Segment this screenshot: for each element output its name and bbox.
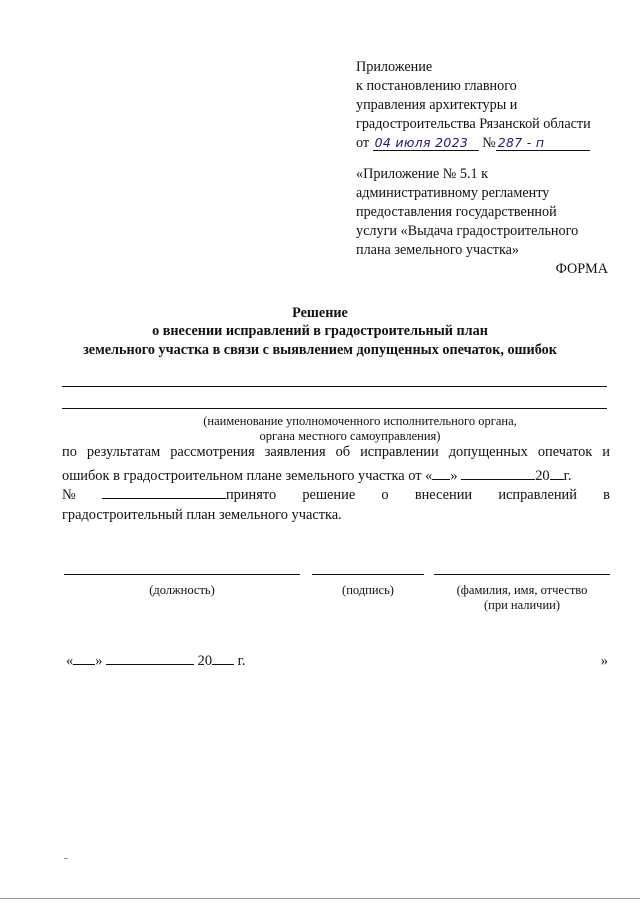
name-caption: (фамилия, имя, отчество xyxy=(456,583,588,597)
authority-line xyxy=(62,408,607,409)
year-prefix: 20 xyxy=(197,653,213,669)
body-word: опечаток xyxy=(537,444,593,460)
regulation-line: предоставления государственной xyxy=(356,204,557,220)
open-quote: « xyxy=(66,653,74,669)
body-word: решение xyxy=(302,487,356,503)
handwritten-date: 04 июля 2023 xyxy=(373,136,479,151)
body-line-1 xyxy=(62,442,610,462)
regulation-line: «Приложение № 5.1 к xyxy=(356,166,489,182)
page-bottom-edge xyxy=(0,898,640,899)
name-caption: (при наличии) xyxy=(483,598,561,612)
date-line xyxy=(66,651,246,671)
position-line xyxy=(64,574,300,575)
year-blank xyxy=(550,466,564,480)
body-word: рассмотрения xyxy=(170,444,255,460)
appendix-line: управления архитектуры и xyxy=(356,97,518,113)
year-suffix: г. xyxy=(237,653,246,669)
regulation-line: услуги «Выдача градостроительного xyxy=(356,223,579,239)
body-text: » xyxy=(450,468,458,484)
appendix-line: к постановлению главного xyxy=(356,78,517,94)
number-blank xyxy=(102,485,226,499)
handwritten-number: 287 - п xyxy=(496,136,590,151)
end-quote: » xyxy=(600,653,608,669)
appendix-date-line xyxy=(356,134,590,153)
authority-caption: (наименование уполномоченного исполнительного органа, xyxy=(203,414,517,428)
body-word: результатам xyxy=(86,444,161,460)
close-quote: » xyxy=(95,653,103,669)
year-blank xyxy=(212,651,234,665)
regulation-line: плана земельного участка» xyxy=(356,242,520,258)
month-blank xyxy=(461,466,535,480)
body-line-3 xyxy=(62,485,610,505)
day-blank xyxy=(73,651,95,665)
number-sign: № xyxy=(62,487,76,503)
authority-caption: органа местного самоуправления) xyxy=(259,429,441,443)
signature-caption: (подпись) xyxy=(342,583,394,597)
document-subtitle: о внесении исправлений в градостроительный план xyxy=(152,323,488,339)
regulation-line: административному регламенту xyxy=(356,185,550,201)
body-word: по xyxy=(62,444,77,460)
name-line xyxy=(434,574,610,575)
body-line-2 xyxy=(62,466,571,486)
signature-line xyxy=(312,574,424,575)
body-word: исправлений xyxy=(498,487,577,503)
body-word: принято xyxy=(225,487,277,503)
position-caption: (должность) xyxy=(149,583,215,597)
month-blank xyxy=(106,651,194,665)
body-word: и xyxy=(602,444,610,460)
body-word: внесении xyxy=(414,487,473,503)
body-word: исправлении xyxy=(360,444,439,460)
year-suffix: г. xyxy=(563,468,572,484)
number-sign: № xyxy=(482,135,496,151)
document-subtitle: земельного участка в связи с выявлением допущенных опечаток, ошибок xyxy=(83,342,557,358)
body-text: ошибок в градостроительном плане земельного участка от « xyxy=(62,468,433,484)
body-word: допущенных xyxy=(448,444,528,460)
body-line-4: градостроительный план земельного участка. xyxy=(62,507,342,523)
body-word: об xyxy=(335,444,351,460)
body-word: о xyxy=(381,487,389,503)
authority-line xyxy=(62,386,607,387)
scan-dot xyxy=(64,858,68,859)
year-prefix: 20 xyxy=(535,468,550,484)
day-blank xyxy=(432,466,450,480)
date-prefix: от xyxy=(356,135,370,151)
form-label: ФОРМА xyxy=(555,261,608,277)
body-word: в xyxy=(603,487,610,503)
number-with-word xyxy=(102,485,276,505)
appendix-line: Приложение xyxy=(356,59,433,75)
body-word: заявления xyxy=(264,444,326,460)
appendix-line: градостроительства Рязанской области xyxy=(356,116,591,132)
document-title: Решение xyxy=(292,305,348,321)
